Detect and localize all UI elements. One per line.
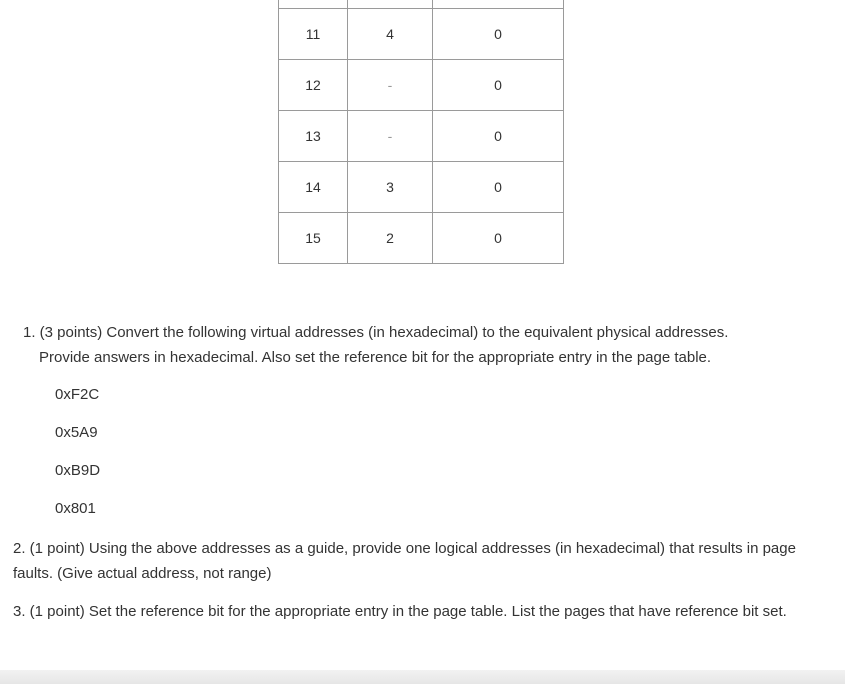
table-row (279, 60, 564, 111)
frame-number-cell: - (348, 60, 433, 111)
reference-bit-cell: 0 (433, 162, 564, 213)
reference-bit-cell: 0 (433, 111, 564, 162)
question-3: 3. (1 point) Set the reference bit for the appropriate entry in the page table. List the pages that have reference bit set. (13, 603, 787, 620)
question-1-line-1: 1. (3 points) Convert the following virtual addresses (in hexadecimal) to the equivalent physical addresses. (23, 324, 729, 341)
bottom-scroll-edge (0, 670, 845, 684)
frame-number-cell (348, 0, 433, 9)
table-row (279, 9, 564, 60)
page-number-cell: 14 (279, 162, 348, 213)
virtual-address-item: 0xB9D (55, 462, 101, 479)
frame-number-cell: 3 (348, 162, 433, 213)
reference-bit-cell: 0 (433, 60, 564, 111)
page-number-cell (279, 0, 348, 9)
table-row (279, 111, 564, 162)
page-number-cell: 13 (279, 111, 348, 162)
reference-bit-cell: 0 (433, 9, 564, 60)
page-number-cell: 12 (279, 60, 348, 111)
page-number-cell: 15 (279, 213, 348, 264)
reference-bit-cell: 0 (433, 213, 564, 264)
frame-number-cell: 4 (348, 9, 433, 60)
page-table (278, 0, 564, 264)
page-number-cell: 11 (279, 9, 348, 60)
reference-bit-cell (433, 0, 564, 9)
question-2: 2. (1 point) Using the above addresses as a guide, provide one logical addresses (in hexadecimal) that results in page faults. (Give actual address, not range) (13, 540, 796, 582)
virtual-address-item: 0x5A9 (55, 424, 98, 441)
frame-number-cell: 2 (348, 213, 433, 264)
table-row (279, 213, 564, 264)
table-row (279, 162, 564, 213)
question-1-line-2: Provide answers in hexadecimal. Also set the reference bit for the appropriate entry in the page table. (39, 349, 712, 366)
table-row (279, 0, 564, 9)
virtual-address-item: 0x801 (55, 500, 96, 517)
question-1 (23, 320, 823, 370)
virtual-address-item: 0xF2C (55, 386, 100, 403)
frame-number-cell: - (348, 111, 433, 162)
